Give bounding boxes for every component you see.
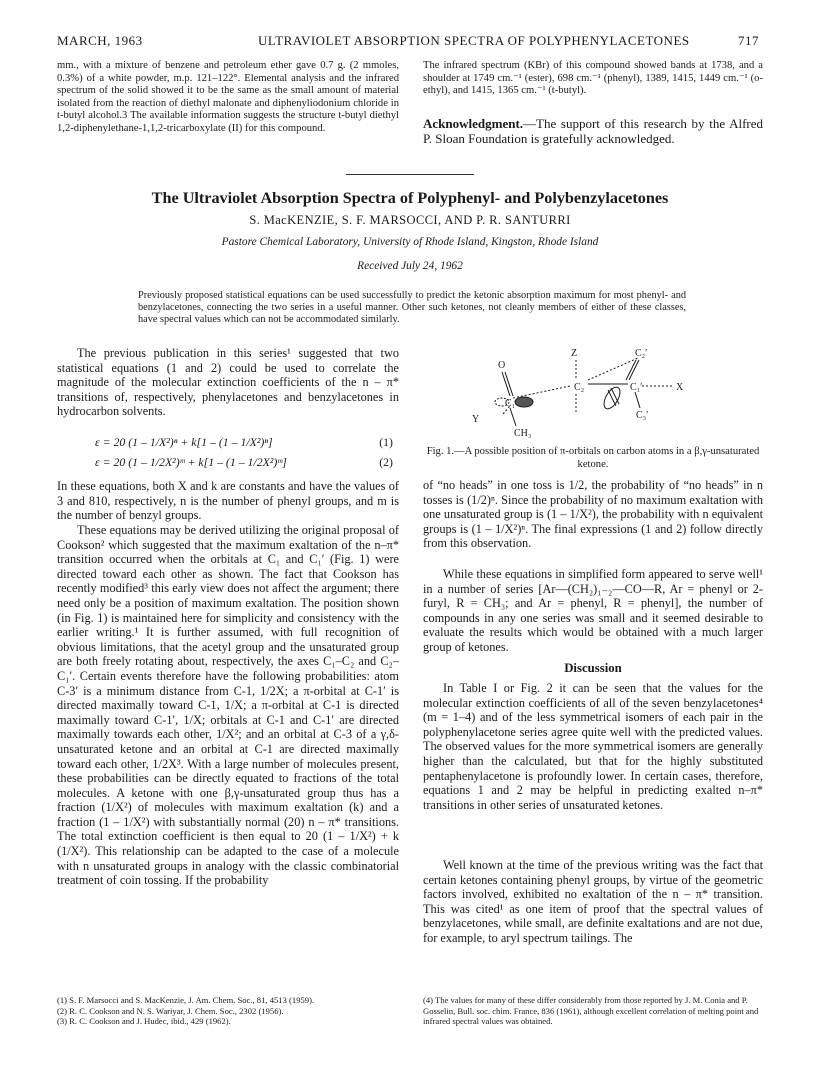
acknowledgment-text: —The support of this research by the Alfred P. Sloan Foundation is gratefully acknowledged. <box>423 116 763 147</box>
label-y: Y <box>472 414 480 425</box>
affiliation: Pastore Chemical Laboratory, University of Rhode Island, Kingston, Rhode Island <box>221 236 599 248</box>
label-ch3: CH₃ <box>514 428 532 439</box>
received-date: Received July 24, 1962 <box>357 260 463 272</box>
continuation-paragraph: mm., with a mixture of benzene and petroleum ether gave 0.7 g. (2 mmoles, 0.3%) of a white powder, m.p. 121–122°. Elemental analysis and the infrared spectrum of the solid showed it to be the same as the small amount of material isolated from the reaction of diethyl malonate and diphenyliodonium chloride in t-butyl alcohol.3 The available information suggests the structure t-butyl diethyl 1,2-diphenylethane-1,1,2-tricarboxylate (II) for this compound. <box>57 60 399 134</box>
footnotes-left <box>57 995 399 1027</box>
label-c3prime: C₃′ <box>636 410 649 421</box>
acknowledgment-label: Acknowledgment. <box>423 116 524 131</box>
label-c1: C₁ <box>505 398 516 409</box>
constants-paragraph: In these equations, both X and k are constants and have the values of 3 and 810, respectively, n is the number of phenyl groups, and m is the number of benzyl groups. <box>57 479 399 523</box>
label-x: X <box>676 382 684 393</box>
footnote-4: (4) The values for many of these differ considerably from those reported by J. M. Conia and P. Gosselin, Bull. soc. chim. France, 836 (1961), although excellent correlation of melting point and infrared spectral values was obtained. <box>423 995 759 1027</box>
coin-toss-paragraph: of “no heads” in one toss is 1/2, the probability of “no heads” in n tosses is (1/2)ⁿ. Since the probability of no maximum exaltation with one unsaturated group is (1 – 1/X²), the probability with n equivalent groups is (1 – 1/X²)ⁿ. The final expressions (1 and 2) follow directly from this observation. <box>423 478 763 551</box>
label-c2: C₂ <box>574 382 585 393</box>
section-divider <box>346 174 474 175</box>
footnote-3: (3) R. C. Cookson and J. Hudec, ibid., 429 (1962). <box>57 1016 231 1027</box>
running-header-left: MARCH, 1963 <box>57 33 143 48</box>
equation-1-number: (1) <box>379 435 393 449</box>
equation-2-number: (2) <box>379 455 393 469</box>
article-title: The Ultraviolet Absorption Spectra of Polyphenyl- and Polybenzylacetones <box>151 189 669 207</box>
label-c1prime: C₁′ <box>630 382 643 393</box>
series-paragraph: While these equations in simplified form appeared to serve well¹ in a number of series [Ar—(CH₂)₁₋₂—CO—R, Ar = phenyl or 2-furyl, R = CH₃; and Ar = phenyl, R = phenyl], the number of compounds in any one series was small and it seemed desirable to evaluate the results which would be obtained with a much larger group of ketones. <box>423 567 763 654</box>
discussion-paragraph-1: In Table I or Fig. 2 it can be seen that the values for the molecular extinction coefficients of all of the seven benzylacetones⁴ (m = 1–4) and of the less symmetrical isomers of each pair in the polyphenylacetone series agree quite well with the predicted values. The observed values for the more symmetrical isomers are generally higher than the calculated, but that for the highly substituted pentaphenylacetone is profoundly lower. In certain cases, therefore, equations 1 and 2 may be helpful in predicting exalted n–π* transitions in other series of unsaturated ketones. <box>423 681 763 812</box>
derivation-paragraph: These equations may be derived utilizing the original proposal of Cookson² which suggested that the maximum exaltation of the n–π* transition occurred when the orbitals at C₁ and C₁′ (Fig. 1) were directed toward each other as shown. The fact that Cookson has recently modified³ this early view does not affect the argument; there need only be a position of maximum exaltation. The position shown (in Fig. 1) is maintained here for simplicity and consistency with the earlier writing.¹ It is further assumed, with full recognition of obvious limitations, that the acetyl group and the unsaturated group are both freely rotating about, respectively, the axes C₁–C₂ and C₂–C₁′. Certain events therefore have the following probabilities: atom C-3′ is a minimum distance from C-1, 1/2X; a π-orbital at C-1′ is directed maximally toward C-1, 1/X; a π-orbital at C-1 is directed maximally toward C-1′, 1/X; orbitals at C-1 and C-1′ are directed maximally towards each other, 1/X²; and an orbital at C-3 of a γ,δ-unsaturated ketone and an orbital at C-1 are directed maximally toward each other, 1/2X³. With a large number of molecules present, these probabilities can be directly equated to fractions of the total molecules. A ketone with one β,γ-unsaturated group thus has a fraction (1/X²) of molecules with maximum exaltation (k) and a fraction (1 – 1/X²) with substantially normal (20) n – π* transitions. The total extinction coefficient is then equal to 20 (1 – 1/X²) + k (1/X²). This relationship can be adapted to the case of a molecule with n unsaturated groups in analogy with the classic combinatorial treatment of coin tossing. If the probability <box>57 523 399 888</box>
footnote-1: (1) S. F. Marsocci and S. MacKenzie, J. Am. Chem. Soc., 81, 4513 (1959). <box>57 995 315 1005</box>
discussion-paragraph-2: Well known at the time of the previous writing was the fact that certain ketones containing phenyl groups, by virtue of the geometric factors involved, exhibited no exaltation of the n – π* transition. This was cited¹ as one item of proof that the spectral values of benzylacetones, while small, are definite exaltations and are not due, for example, to aryl spectrum tailings. The <box>423 858 763 945</box>
abstract: Previously proposed statistical equations can be used successfully to predict the ketonic absorption maximum for most phenyl- and benzylacetones, connecting the two series in a useful manner. Other such ketones, not cleanly members of either of these classes, have spectral values which can not be accommodated similarly. <box>138 290 686 326</box>
equation-1-body: ε = 20 (1 – 1/X²)ⁿ + k[1 – (1 – 1/X²)ⁿ] <box>95 435 273 449</box>
label-c2prime: C₂′ <box>635 348 648 359</box>
acknowledgment <box>423 116 763 147</box>
equation-2-body: ε = 20 (1 – 1/2X²)ᵐ + k[1 – (1 – 1/2X²)ᵐ] <box>95 455 287 469</box>
running-header-title: ULTRAVIOLET ABSORPTION SPECTRA OF POLYPHENYLACETONES <box>258 33 690 48</box>
label-o: O <box>498 360 506 371</box>
authors: S. MacKENZIE, S. F. MARSOCCI, AND P. R. SANTURRI <box>249 213 571 227</box>
figure-1-diagram <box>470 340 720 442</box>
intro-paragraph: The previous publication in this series¹ suggested that two statistical equations (1 and 2) could be used to correlate the magnitude of the molecular extinction coefficients of the n – π* transitions of, respectively, phenylacetones and benzylacetones in hydrocarbon solvents. <box>57 346 399 419</box>
figure-1-caption: Fig. 1.—A possible position of π-orbitals on carbon atoms in a β,γ-unsaturated ketone. <box>426 446 760 470</box>
label-z: Z <box>571 348 578 359</box>
infrared-paragraph: The infrared spectrum (KBr) of this compound showed bands at 1738, and a shoulder at 1749 cm.⁻¹ (ester), 698 cm.⁻¹ (phenyl), 1389, 1415, 1449 cm.⁻¹ (o-ethyl), and 1415, 1365 cm.⁻¹ (t-butyl). <box>423 60 763 97</box>
page-number: 717 <box>738 33 759 48</box>
footnote-2: (2) R. C. Cookson and N. S. Wariyar, J. Chem. Soc., 2302 (1956). <box>57 1005 284 1016</box>
discussion-heading: Discussion <box>564 661 622 675</box>
